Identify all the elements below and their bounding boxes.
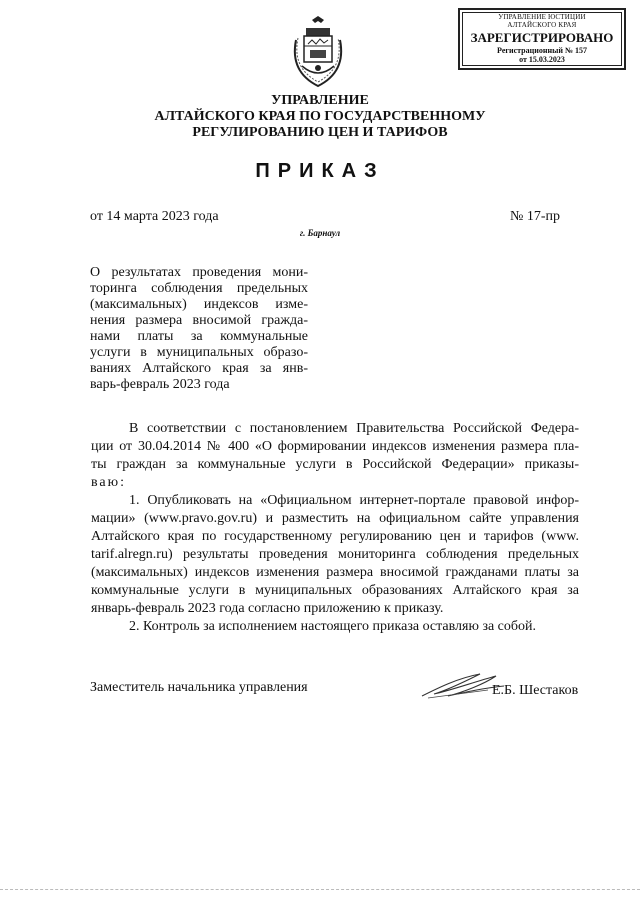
signer-name: Е.Б. Шестаков: [492, 683, 579, 698]
subject-line: услуги в муниципальных образо-: [90, 345, 308, 360]
preamble-line: ваю:: [91, 475, 126, 490]
subject-line: (максимальных) индексов изме-: [90, 297, 308, 312]
header-line-2: АЛТАЙСКОГО КРАЯ ПО ГОСУДАРСТВЕННОМУ: [154, 109, 486, 124]
header-line-1: УПРАВЛЕНИЕ: [271, 93, 369, 108]
preamble-line: В соответствии с постановлением Правительства Российской Федера-: [129, 421, 579, 436]
coat-of-arms-icon: [282, 10, 354, 90]
order-body: [91, 420, 579, 636]
subject-line: нения размера вносимой гражда-: [90, 313, 308, 328]
preamble-line: ции от 30.04.2014 № 400 «О формировании индексов изменения размера пла-: [91, 439, 579, 454]
item1-line: Алтайского края по государственному регулированию цен и тарифов (www.: [91, 529, 579, 544]
item2-line: 2. Контроль за исполнением настоящего приказа оставляю за собой.: [129, 619, 537, 634]
subject-line: нами платы за коммунальные: [90, 329, 308, 344]
order-date: от 14 марта 2023 года: [90, 209, 219, 224]
order-subject: [90, 265, 308, 393]
item1-line: коммунальные услуги в муниципальных образованиях Алтайского края за: [91, 583, 579, 598]
item1-line: 1. Опубликовать на «Официальном интернет-портале правовой инфор-: [129, 493, 579, 508]
header-line-3: РЕГУЛИРОВАНИЮ ЦЕН И ТАРИФОВ: [192, 125, 448, 140]
registration-stamp: [458, 8, 626, 70]
stamp-reg-date: от 15.03.2023: [519, 55, 565, 64]
stamp-status: ЗАРЕГИСТРИРОВАНО: [470, 30, 614, 45]
document-type-title: ПРИКАЗ: [255, 160, 385, 182]
order-city: г. Барнаул: [299, 228, 341, 238]
stamp-authority-line1: УПРАВЛЕНИЕ ЮСТИЦИИ: [498, 13, 586, 21]
item1-line: мации» (www.pravo.gov.ru) и разместить на официальном сайте управления: [91, 511, 579, 526]
item1-line: tarif.alregn.ru) результаты проведения мониторинга соблюдения предельных: [91, 547, 579, 562]
subject-line: варь-февраль 2023 года: [90, 377, 230, 392]
stamp-authority-line2: АЛТАЙСКОГО КРАЯ: [507, 21, 577, 29]
subject-line: О результатах проведения мони-: [90, 265, 308, 280]
item1-line: январь-февраль 2023 года согласно приложению к приказу.: [91, 601, 444, 616]
page-footer-divider: [0, 889, 640, 892]
order-number: № 17-пр: [510, 209, 561, 224]
subject-line: торинга соблюдения предельных: [90, 281, 308, 296]
subject-line: ваниях Алтайского края за янв-: [90, 361, 308, 376]
item1-line: (максимальных) индексов изменения размера вносимой гражданами платы за: [91, 565, 579, 580]
preamble-line: ты граждан за коммунальные услуги в Российской Федерации» приказы-: [91, 457, 579, 472]
signer-title: Заместитель начальника управления: [90, 680, 308, 695]
stamp-reg-number: Регистрационный № 157: [497, 46, 587, 55]
